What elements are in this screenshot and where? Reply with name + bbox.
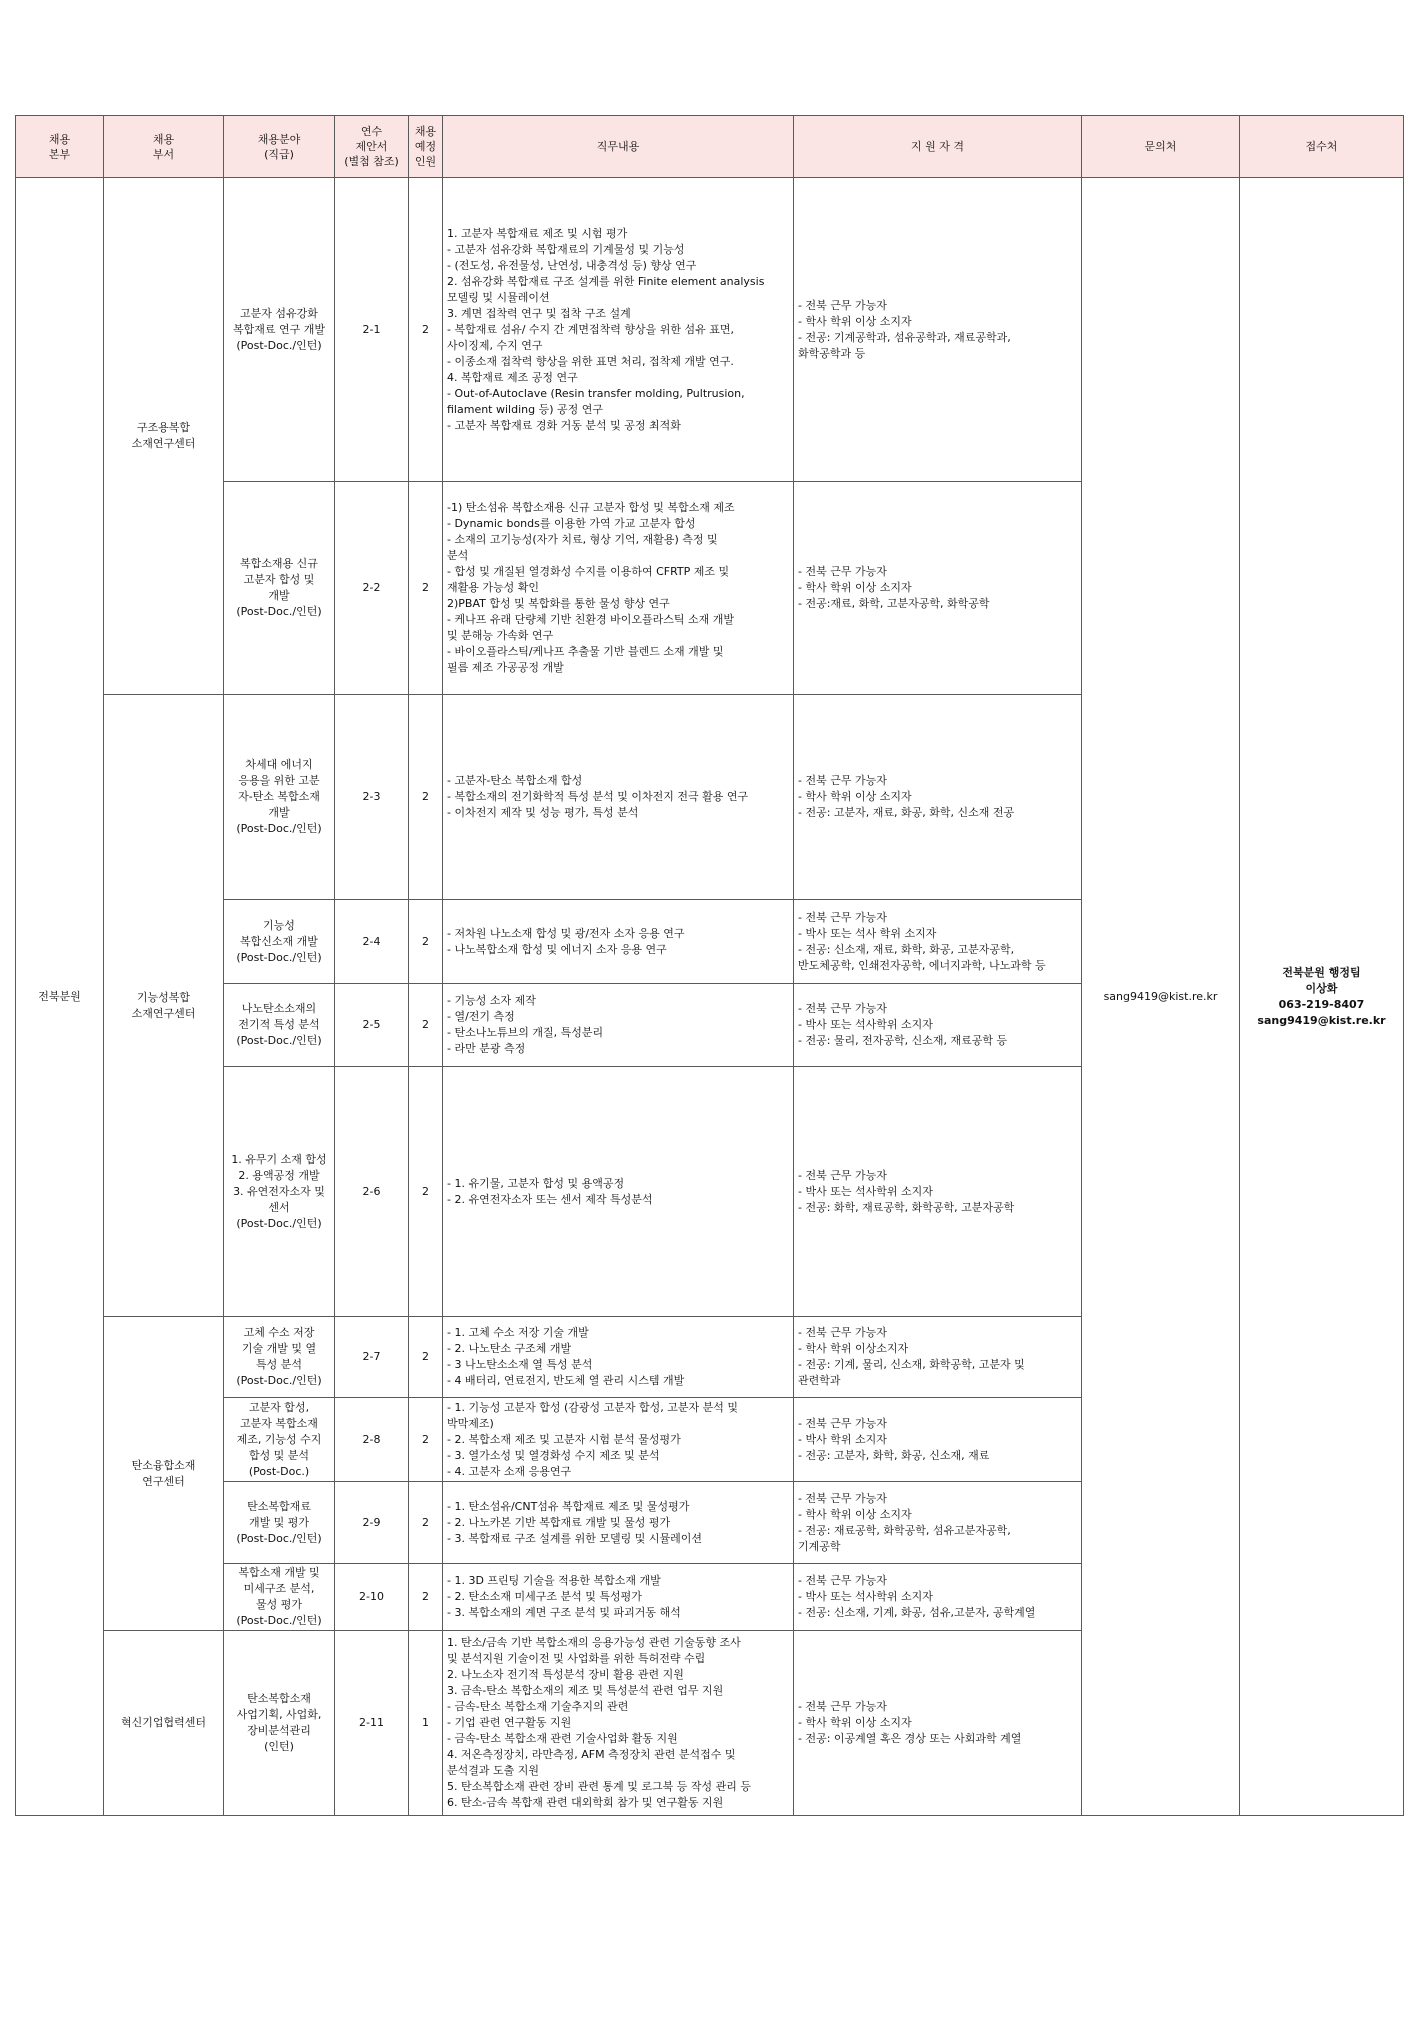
text-line: - 박사 또는 석사 학위 소지자 — [798, 926, 937, 940]
text-line: - 복합재료 섬유/ 수지 간 계면접착력 향상을 위한 섬유 표면, — [447, 322, 735, 336]
text-line: 분석결과 도출 지원 — [447, 1764, 540, 1777]
field-cell: 고체 수소 저장 기술 개발 및 열 특성 분석 (Post-Doc./인턴) — [224, 1317, 335, 1398]
count-cell: 2 — [409, 1482, 443, 1564]
receipt-email: sang9419@kist.re.kr — [1257, 1013, 1386, 1027]
duties-cell — [443, 1317, 794, 1398]
count-cell: 1 — [409, 1631, 443, 1816]
text-line: - 기능성 소자 제작 — [447, 994, 536, 1007]
table-row — [16, 178, 1404, 482]
field-cell: 복합소재 개발 및 미세구조 분석, 물성 평가 (Post-Doc./인턴) — [224, 1564, 335, 1631]
text-line: - 바이오플라스틱/케나프 추출물 기반 블렌드 소재 개발 및 — [447, 645, 724, 658]
text-line: 기계공학 — [798, 1539, 841, 1553]
text-line: - 전공: 물리, 전자공학, 신소재, 재료공학 등 — [798, 1034, 1008, 1047]
text-line: - 전북 근무 가능자 — [798, 1416, 887, 1430]
text-line: - 전공: 고분자, 화학, 화공, 신소재, 재료 — [798, 1448, 990, 1462]
text-line: - 1. 탄소섬유/CNT섬유 복합재료 제조 및 물성평가 — [447, 1499, 690, 1513]
text-line: - 전공: 기계공학과, 섬유공학과, 재료공학과, — [798, 330, 1011, 344]
code-cell: 2-11 — [335, 1631, 409, 1816]
text-line: - 전공: 고분자, 재료, 화공, 화학, 신소재 전공 — [798, 806, 1015, 819]
text-line: - 3. 복합소재의 계면 구조 분석 및 파괴거동 해석 — [447, 1606, 681, 1619]
field-cell: 고분자 섬유강화 복합재료 연구 개발 (Post-Doc./인턴) — [224, 178, 335, 482]
header-count: 채용 예정 인원 — [409, 116, 443, 178]
text-line: 사이징제, 수지 연구 — [447, 338, 543, 352]
text-line: 1. 탄소/금속 기반 복합소재의 응용가능성 관련 기술동향 조사 — [447, 1636, 741, 1649]
text-line: 화학공학과 등 — [798, 346, 866, 360]
text-line: - Dynamic bonds를 이용한 가역 가교 고분자 합성 — [447, 517, 696, 530]
text-line: - 학사 학위 이상 소지자 — [798, 1507, 912, 1521]
dept-cell: 기능성복합 소재연구센터 — [104, 695, 224, 1317]
receipt-team: 전북분원 행정팀 — [1282, 965, 1361, 979]
header-proposal: 연수 제안서 (별첨 참조) — [335, 116, 409, 178]
inquiry-cell: sang9419@kist.re.kr — [1082, 178, 1240, 1816]
duties-cell — [443, 1482, 794, 1564]
text-line: - 전공:재료, 화학, 고분자공학, 화학공학 — [798, 597, 990, 610]
hq-cell: 전북분원 — [16, 178, 104, 1816]
duties-cell — [443, 984, 794, 1067]
duties-cell — [443, 482, 794, 695]
text-line: 재활용 가능성 확인 — [447, 581, 540, 594]
text-line: - 전북 근무 가능자 — [798, 565, 887, 578]
header-row — [16, 116, 1404, 178]
text-line: - 전공: 재료공학, 화학공학, 섬유고분자공학, — [798, 1523, 1011, 1537]
duties-cell — [443, 1398, 794, 1482]
text-line: - 전공: 기계, 물리, 신소재, 화학공학, 고분자 및 — [798, 1358, 1025, 1371]
count-cell: 2 — [409, 178, 443, 482]
text-line: 2. 섬유강화 복합재료 구조 설계를 위한 Finite element analysis — [447, 274, 765, 288]
qualification-cell — [794, 482, 1082, 695]
text-line: - 탄소나노튜브의 개질, 특성분리 — [447, 1026, 604, 1039]
duties-cell — [443, 1564, 794, 1631]
text-line: 3. 금속-탄소 복합소재의 제조 및 특성분석 관련 업무 지원 — [447, 1684, 724, 1697]
code-cell: 2-9 — [335, 1482, 409, 1564]
text-line: - 2. 나노탄소 구조체 개발 — [447, 1342, 572, 1355]
duties-cell — [443, 695, 794, 900]
field-cell: 1. 유무기 소재 합성 2. 용액공정 개발 3. 유연전자소자 및 센서 (Post-Doc./인턴) — [224, 1067, 335, 1317]
receipt-cell — [1240, 178, 1404, 1816]
text-line: - 3. 복합재료 구조 설계를 위한 모델링 및 시뮬레이션 — [447, 1531, 702, 1545]
code-cell: 2-5 — [335, 984, 409, 1067]
header-field: 채용분야 (직급) — [224, 116, 335, 178]
duties-cell — [443, 1067, 794, 1317]
header-dept: 채용 부서 — [104, 116, 224, 178]
text-line: 및 분석지원 기술이전 및 사업화를 위한 특허전략 수립 — [447, 1652, 706, 1665]
text-line: - 전공: 신소재, 기계, 화공, 섬유,고분자, 공학계열 — [798, 1606, 1036, 1619]
code-cell: 2-6 — [335, 1067, 409, 1317]
count-cell: 2 — [409, 695, 443, 900]
field-cell: 탄소복합재료 개발 및 평가 (Post-Doc./인턴) — [224, 1482, 335, 1564]
text-line: - 박사 학위 소지자 — [798, 1432, 887, 1446]
text-line: 5. 탄소복합소재 관련 장비 관련 통계 및 로그북 등 작성 관리 등 — [447, 1780, 751, 1793]
code-cell: 2-8 — [335, 1398, 409, 1482]
field-cell: 기능성 복합신소재 개발 (Post-Doc./인턴) — [224, 900, 335, 984]
text-line: - 4 배터리, 연료전지, 반도체 열 관리 시스템 개발 — [447, 1374, 685, 1387]
receipt-person: 이상화 — [1305, 981, 1338, 995]
receipt-phone: 063-219-8407 — [1278, 997, 1365, 1011]
dept-cell: 혁신기업협력센터 — [104, 1631, 224, 1816]
code-cell: 2-10 — [335, 1564, 409, 1631]
text-line: - 합성 및 개질된 열경화성 수지를 이용하여 CFRTP 제조 및 — [447, 565, 730, 578]
text-line: - 고분자-탄소 복합소재 합성 — [447, 774, 583, 787]
header-qualification: 지 원 자 격 — [794, 116, 1082, 178]
text-line: - 2. 나노카본 기반 복합재료 개발 및 물성 평가 — [447, 1515, 671, 1529]
duties-cell — [443, 1631, 794, 1816]
text-line: 모델링 및 시뮬레이션 — [447, 290, 550, 304]
text-line: - 학사 학위 이상 소지자 — [798, 581, 912, 594]
code-cell: 2-4 — [335, 900, 409, 984]
text-line: - 전북 근무 가능자 — [798, 910, 887, 924]
duties-cell — [443, 178, 794, 482]
qualification-cell — [794, 695, 1082, 900]
text-line: - 3. 열가소성 및 열경화성 수지 제조 및 분석 — [447, 1448, 660, 1462]
qualification-cell — [794, 1564, 1082, 1631]
text-line: 3. 계면 접착력 연구 및 접착 구조 설계 — [447, 306, 631, 320]
header-hq: 채용 본부 — [16, 116, 104, 178]
text-line: - 학사 학위 이상 소지자 — [798, 314, 912, 328]
text-line: - 1. 고체 수소 저장 기술 개발 — [447, 1326, 589, 1339]
header-duties: 직무내용 — [443, 116, 794, 178]
text-line: - 금속-탄소 복합소재 관련 기술사업화 활동 지원 — [447, 1732, 678, 1745]
text-line: - 이차전지 제작 및 성능 평가, 특성 분석 — [447, 806, 639, 819]
text-line: - 박사 또는 석사학위 소지자 — [798, 1184, 933, 1198]
text-line: - 케나프 유래 단량체 기반 친환경 바이오플라스틱 소재 개발 — [447, 613, 734, 626]
text-line: - 전공: 신소재, 재료, 화학, 화공, 고분자공학, — [798, 942, 1015, 956]
code-cell: 2-3 — [335, 695, 409, 900]
field-cell: 차세대 에너지 응용을 위한 고분 자-탄소 복합소재 개발 (Post-Doc./인턴) — [224, 695, 335, 900]
text-line: - 1. 유기물, 고분자 합성 및 용액공정 — [447, 1176, 625, 1190]
qualification-cell — [794, 178, 1082, 482]
recruitment-table — [15, 115, 1404, 1816]
text-line: - 4. 고분자 소재 응용연구 — [447, 1464, 572, 1478]
text-line: - 학사 학위 이상 소지자 — [798, 790, 912, 803]
text-line: - 1. 기능성 고분자 합성 (감광성 고분자 합성, 고분자 분석 및 — [447, 1400, 738, 1414]
qualification-cell — [794, 1317, 1082, 1398]
text-line: - 학사 학위 이상소지자 — [798, 1342, 909, 1355]
text-line: - 박사 또는 석사학위 소지자 — [798, 1590, 933, 1603]
count-cell: 2 — [409, 1067, 443, 1317]
text-line: 2. 나노소자 전기적 특성분석 장비 활용 관련 지원 — [447, 1668, 684, 1681]
header-receipt: 접수처 — [1240, 116, 1404, 178]
text-line: 및 분해능 가속화 연구 — [447, 629, 554, 642]
text-line: - 전북 근무 가능자 — [798, 1700, 887, 1713]
text-line: - 2. 유연전자소자 또는 센서 제작 특성분석 — [447, 1192, 653, 1206]
count-cell: 2 — [409, 984, 443, 1067]
text-line: 6. 탄소-금속 복합재 관련 대외학회 참가 및 연구활동 지원 — [447, 1796, 724, 1809]
text-line: - 전북 근무 가능자 — [798, 1491, 887, 1505]
count-cell: 2 — [409, 1317, 443, 1398]
text-line: - 전북 근무 가능자 — [798, 1002, 887, 1015]
text-line: - 복합소재의 전기화학적 특성 분석 및 이차전지 전극 활용 연구 — [447, 790, 749, 803]
count-cell: 2 — [409, 1398, 443, 1482]
text-line: filament wilding 등) 공정 연구 — [447, 402, 604, 416]
text-line: - 고분자 섬유강화 복합재료의 기계물성 및 기능성 — [447, 242, 685, 256]
text-line: - (전도성, 유전물성, 난연성, 내충격성 등) 향상 연구 — [447, 258, 697, 272]
text-line: 4. 저온측정장치, 라만측정, AFM 측정장치 관련 분석접수 및 — [447, 1748, 736, 1761]
text-line: - 박사 또는 석사학위 소지자 — [798, 1018, 933, 1031]
text-line: 분석 — [447, 549, 469, 562]
text-line: 4. 복합재료 제조 공정 연구 — [447, 370, 578, 384]
text-line: - 2. 복합소재 제조 및 고분자 시험 분석 물성평가 — [447, 1432, 681, 1446]
code-cell: 2-7 — [335, 1317, 409, 1398]
text-line: - 금속-탄소 복합소재 기술추지의 관련 — [447, 1700, 629, 1713]
text-line: 관련학과 — [798, 1374, 841, 1387]
text-line: - 나노복합소재 합성 및 에너지 소자 응용 연구 — [447, 942, 667, 956]
text-line: - Out-of-Autoclave (Resin transfer molding, Pultrusion, — [447, 386, 745, 400]
qualification-cell — [794, 984, 1082, 1067]
text-line: - 전북 근무 가능자 — [798, 298, 887, 312]
count-cell: 2 — [409, 900, 443, 984]
text-line: 박막제조) — [447, 1416, 494, 1430]
code-cell: 2-2 — [335, 482, 409, 695]
text-line: - 이종소재 접착력 향상을 위한 표면 처리, 접착제 개발 연구. — [447, 354, 734, 368]
text-line: - 전북 근무 가능자 — [798, 1168, 887, 1182]
text-line: - 전공: 이공계열 혹은 경상 또는 사회과학 계열 — [798, 1732, 1022, 1745]
duties-cell — [443, 900, 794, 984]
count-cell: 2 — [409, 1564, 443, 1631]
qualification-cell — [794, 1067, 1082, 1317]
text-line: 2)PBAT 합성 및 복합화를 통한 물성 향상 연구 — [447, 597, 670, 610]
text-line: 필름 제조 가공공정 개발 — [447, 661, 564, 674]
text-line: 반도체공학, 인쇄전자공학, 에너지과학, 나노과학 등 — [798, 958, 1046, 972]
text-line: - 열/전기 측정 — [447, 1010, 515, 1023]
text-line: - 전공: 화학, 재료공학, 화학공학, 고분자공학 — [798, 1200, 1015, 1214]
text-line: - 라만 분광 측정 — [447, 1042, 526, 1055]
text-line: -1) 탄소섬유 복합소재용 신규 고분자 합성 및 복합소재 제조 — [447, 501, 735, 514]
code-cell: 2-1 — [335, 178, 409, 482]
field-cell: 복합소재용 신규 고분자 합성 및 개발 (Post-Doc./인턴) — [224, 482, 335, 695]
dept-cell: 탄소융합소재 연구센터 — [104, 1317, 224, 1631]
field-cell: 나노탄소소재의 전기적 특성 분석 (Post-Doc./인턴) — [224, 984, 335, 1067]
text-line: - 소재의 고기능성(자가 치료, 형상 기억, 재활용) 측정 및 — [447, 533, 718, 546]
text-line: - 3 나노탄소소재 열 특성 분석 — [447, 1358, 593, 1371]
text-line: 1. 고분자 복합재료 제조 및 시험 평가 — [447, 226, 628, 240]
header-inquiry: 문의처 — [1082, 116, 1240, 178]
text-line: - 전북 근무 가능자 — [798, 774, 887, 787]
count-cell: 2 — [409, 482, 443, 695]
qualification-cell — [794, 1482, 1082, 1564]
qualification-cell — [794, 900, 1082, 984]
text-line: - 전북 근무 가능자 — [798, 1326, 887, 1339]
text-line: - 전북 근무 가능자 — [798, 1574, 887, 1587]
dept-cell: 구조용복합 소재연구센터 — [104, 178, 224, 695]
text-line: - 2. 탄소소재 미세구조 분석 및 특성평가 — [447, 1590, 642, 1603]
qualification-cell — [794, 1398, 1082, 1482]
text-line: - 저차원 나노소재 합성 및 광/전자 소자 응용 연구 — [447, 926, 685, 940]
text-line: - 기업 관련 연구활동 지원 — [447, 1716, 572, 1729]
text-line: - 고분자 복합재료 경화 거동 분석 및 공정 최적화 — [447, 418, 681, 432]
text-line: - 학사 학위 이상 소지자 — [798, 1716, 912, 1729]
field-cell: 고분자 합성, 고분자 복합소재 제조, 기능성 수지 합성 및 분석 (Post-Doc.) — [224, 1398, 335, 1482]
field-cell: 탄소복합소재 사업기획, 사업화, 장비분석관리 (인턴) — [224, 1631, 335, 1816]
text-line: - 1. 3D 프린팅 기술을 적용한 복합소재 개발 — [447, 1574, 661, 1587]
qualification-cell — [794, 1631, 1082, 1816]
